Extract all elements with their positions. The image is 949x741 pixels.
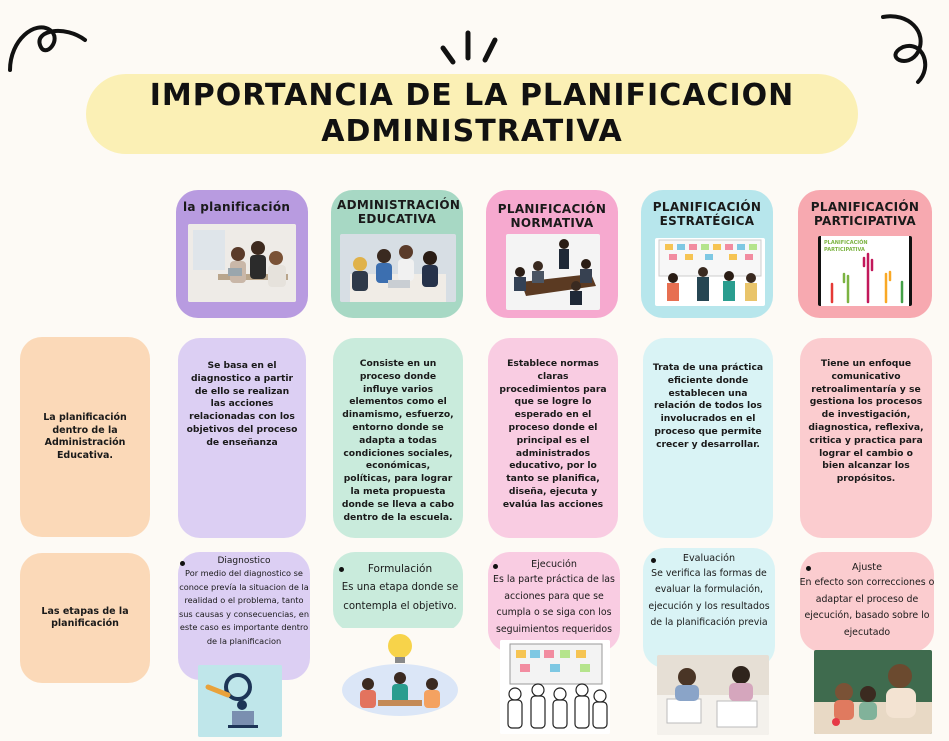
image-caption: PLANIFICACIÓN PARTICIPATIVA <box>824 240 868 253</box>
page-title <box>86 78 858 150</box>
stage-ajuste-text <box>796 560 938 641</box>
stage-title: Ejecución <box>531 559 577 570</box>
stage-formulacion-text <box>335 560 465 616</box>
stage-ejecucion-text <box>488 557 620 638</box>
card-body-text: Trata de una práctica eficiente donde establecen una relación de todos los involucrados en el proceso que permite crecer y desarrollar. <box>652 362 764 450</box>
decorative-sparkle <box>435 28 505 68</box>
photo-teacher-children <box>814 650 932 734</box>
card-planificacion-normativa-body <box>488 338 618 538</box>
card-planificacion-participativa-body <box>800 338 932 538</box>
card-title: PLANIFICACIÓN ESTRATÉGICA <box>652 200 762 228</box>
photo-office-meeting <box>188 224 296 302</box>
stage-description: Es la parte práctica de las acciones para que se cumpla o se siga con los seguimientos requeridos <box>493 574 615 635</box>
stage-title: Diagnostico <box>217 556 271 566</box>
stage-description: En efecto son correcciones o adaptar el proceso de ejecución, basado sobre lo ejecutado <box>799 577 935 638</box>
card-title: PLANIFICACIÓN NORMATIVA <box>497 202 607 230</box>
stage-title: Formulación <box>367 563 433 575</box>
row-label-etapas <box>20 553 150 683</box>
card-title: PLANIFICACIÓN PARTICIPATIVA <box>810 200 920 228</box>
decorative-squiggle-right <box>878 12 938 92</box>
photo-team-meeting <box>340 234 456 302</box>
stage-title: Evaluación <box>682 553 736 564</box>
row-label-administracion-text: La planificación dentro de la Administración Educativa. <box>43 412 127 461</box>
stage-description: Es una etapa donde se contempla el objetivo. <box>341 582 459 612</box>
stage-evaluacion-text <box>643 552 775 632</box>
photo-strategy-board <box>655 238 765 306</box>
stage-diagnostico-text <box>178 555 310 649</box>
card-planificacion-estrategica-body <box>643 338 773 538</box>
page-title-line2: ADMINISTRATIVA <box>321 114 623 149</box>
stage-description: Por medio del diagnostico se conoce prevía la situacion de la realidad o el problema, tanto sus causas y consecuencias, en este caso es importante dentro de la planificacion <box>178 568 310 646</box>
photo-students-writing <box>657 655 769 735</box>
card-title: ADMINISTRACIÓN EDUCATIVA <box>337 198 461 226</box>
stage-title: Ajuste <box>852 562 882 573</box>
illustration-magnifier <box>198 665 282 737</box>
card-administracion-educativa-body <box>333 338 463 538</box>
illustration-idea-team <box>340 628 460 718</box>
row-label-administracion <box>20 337 150 537</box>
illustration-people-board <box>500 640 610 734</box>
page-title-line1: IMPORTANCIA DE LA PLANIFICACION <box>149 78 795 113</box>
stage-description: Se verifica las formas de evaluar la formulación, ejecución y los resultados de la planificación previa <box>648 568 770 629</box>
card-title: la planificación <box>183 200 291 214</box>
card-la-planificacion-body <box>178 338 306 538</box>
row-label-etapas-text: Las etapas de la planificación <box>41 605 129 629</box>
card-body-text: Se basa en el diagnostico a partir de ello se realizan las acciones relacionadas con los objetivos del proceso de enseñanza <box>186 360 298 448</box>
card-body-text: Establece normas claras procedimientos para que se logre lo esperado en el proceso donde el principal es el administrados educativo, por lo tanto se planifica, diseña, ejecuta y evalúa las acciones <box>499 358 607 510</box>
photo-boardroom <box>506 234 600 310</box>
decorative-squiggle-left <box>5 15 95 75</box>
card-body-text: Consiste en un proceso donde influye varios elementos como el dinamismo, esfuerzo, entorno donde se adapta a todas condiciones sociales, económicas, políticas, para lograr la meta propuesta donde se lleva a cabo dentro de la escuela. <box>341 358 455 523</box>
card-body-text: Tiene un enfoque comunicativo retroalimentaría y se gestiona los procesos de investigación, diagnostica, reflexiva, critica y practica para lograr el cambio o bien alcanzar los propósitos. <box>808 358 924 485</box>
